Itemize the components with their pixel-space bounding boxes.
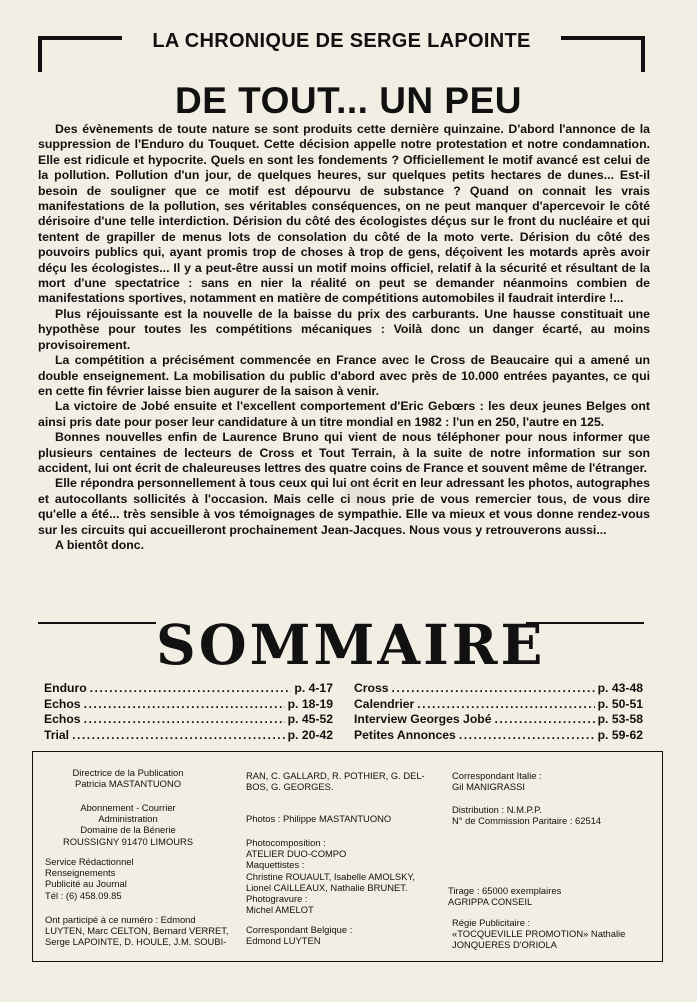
credit-line: Photocomposition : bbox=[246, 837, 326, 848]
credit-line: Service Rédactionnel bbox=[45, 856, 134, 867]
credit-line: Lionel CAILLEAUX, Nathalie BRUNET. bbox=[246, 881, 408, 893]
credit-line: RAN, C. GALLARD, R. POTHIER, G. DEL- bbox=[246, 770, 425, 781]
toc-leader-dots bbox=[459, 728, 595, 742]
toc-leader-dots bbox=[84, 712, 285, 726]
credit-line: Photos : Philippe MASTANTUONO bbox=[246, 813, 392, 824]
article-body bbox=[38, 122, 650, 553]
toc-leader-dots bbox=[495, 712, 595, 726]
credit-line: ATELIER DUO-COMPO bbox=[246, 848, 347, 860]
toc-leader-dots bbox=[392, 681, 595, 695]
toc-entry[interactable] bbox=[354, 728, 643, 744]
toc-entry-page: p. 59-62 bbox=[597, 727, 643, 742]
toc-entry-name: Trial bbox=[44, 727, 70, 742]
article-paragraph: Des évènements de toute nature se sont produits cette dernière quinzaine. D'abord l'annonce de la suppression de l'Enduro du Touquet. Cette décision appelle notre protestation et notre condamnation. Elle est ridicule et hypocrite. Quels en sont les fondements ? Officiellement le motif avancé est celui de la pollution. Pollution d'un jour, de quelques heures, sur quelques petits hectares de dunes... Est-il besoin de souligner que ce motif est dépourvu de substance ? Quand on connait les vrais manifestations de la pollution, ses véritables conséquences, on ne peut manquer d'apercevoir le côté dérisoire d'une telle interdiction. Dérision du côté des écologistes déçus sur le front du nucléaire et qui tentent de grapiller de menus lots de consolation du côté de la moto verte. Dérision du côté des pouvoirs publics qui, ayant promis trop de choses à trop de gens, déçoivent les motards après avoir déçu les écologistes... Il y a peut-être aussi un motif moins officiel, relatif à la sécurité et résultant de la mort d'une spectatrice : sans en nier la réalité on peut se demander néanmoins combien de manifestations sportives, notamment en matière de compétitions automobiles il faudrait interdire !... bbox=[38, 122, 650, 306]
toc-entry-name: Echos bbox=[44, 696, 81, 711]
credit-line: Patricia MASTANTUONO bbox=[74, 778, 182, 790]
toc-entry-page: p. 20-42 bbox=[287, 727, 333, 742]
toc-entry[interactable] bbox=[354, 712, 643, 728]
toc-entry[interactable] bbox=[354, 681, 643, 697]
credit-line: «TOCQUEVILLE PROMOTION» Nathalie bbox=[452, 928, 626, 940]
credit-line: Michel AMELOT bbox=[246, 904, 314, 916]
toc-right-column bbox=[354, 681, 643, 743]
frame-side-right bbox=[641, 36, 645, 72]
toc-entry[interactable] bbox=[44, 681, 333, 697]
credit-line: Renseignements bbox=[45, 867, 116, 879]
article-paragraph: Plus réjouissante est la nouvelle de la baisse du prix des carburants. Une hausse constituait une hypothèse pour toutes les compétitions mécaniques : Voilà donc un danger écarté, au moins provisoirement. bbox=[38, 306, 650, 352]
credit-service bbox=[45, 856, 134, 901]
credit-line: Publicité au Journal bbox=[45, 878, 127, 890]
toc-entry[interactable] bbox=[44, 728, 333, 744]
frame-top-right bbox=[561, 36, 645, 40]
toc-entry-name: Petites Annonces bbox=[354, 727, 456, 742]
credit-line: Directrice de la Publication bbox=[72, 767, 184, 778]
column-kicker: LA CHRONIQUE DE SERGE LAPOINTE bbox=[152, 30, 531, 52]
credit-line: Christine ROUAULT, Isabelle AMOLSKY, bbox=[246, 870, 415, 882]
toc-entry[interactable] bbox=[44, 712, 333, 728]
credit-tirage bbox=[448, 885, 561, 907]
credit-line: Tirage : 65000 exemplaires bbox=[448, 885, 562, 896]
watermark-stamp bbox=[345, 480, 379, 506]
article-paragraph: Bonnes nouvelles enfin de Laurence Bruno qui vient de nous téléphoner pour nous informer que plusieurs centaines de lecteurs de Cross et Tout Terrain, à la suite de notre information sur son accident, lui ont écrit de chaleureuses lettres des quatre coins de France et souvent même de l'étranger. bbox=[38, 430, 650, 475]
credit-line: LUYTEN, Marc CELTON, Bernard VERRET, bbox=[45, 925, 229, 937]
credit-fabrication bbox=[246, 837, 415, 915]
credit-directrice bbox=[33, 767, 223, 789]
credit-line: Ont participé à ce numéro : Edmond bbox=[45, 914, 196, 925]
article-headline: DE TOUT... UN PEU bbox=[174, 80, 523, 121]
credit-line: AGRIPPA CONSEIL bbox=[448, 896, 533, 908]
toc-entry-name: Cross bbox=[354, 681, 389, 695]
credit-line: Abonnement - Courrier bbox=[80, 802, 176, 813]
toc-entry[interactable] bbox=[44, 697, 333, 713]
article-paragraph: A bientôt donc. bbox=[55, 537, 145, 552]
toc-entry-name: Interview Georges Jobé bbox=[354, 712, 492, 727]
toc-entry-page: p. 53-58 bbox=[597, 712, 643, 727]
credit-participants bbox=[45, 914, 229, 948]
toc-entry-name: Enduro bbox=[44, 681, 87, 695]
credit-abonnement bbox=[33, 802, 223, 847]
toc-entry-name: Echos bbox=[44, 712, 81, 727]
sommaire-title: SOMMAIRE bbox=[156, 612, 546, 677]
toc-entry-page: p. 45-52 bbox=[287, 712, 333, 727]
credit-line: Photogravure : bbox=[246, 893, 308, 905]
credit-line: Serge LAPOINTE, D. HOULE, J.M. SOUBI- bbox=[45, 936, 227, 948]
credit-line: Gil MANIGRASSI bbox=[452, 781, 525, 793]
toc-entry-page: p. 4-17 bbox=[294, 681, 333, 695]
toc-entry-page: p. 43-48 bbox=[597, 681, 643, 695]
credit-belgique bbox=[246, 924, 352, 946]
toc-leader-dots bbox=[417, 697, 594, 711]
toc-leader-dots bbox=[72, 728, 285, 742]
credit-line: Distribution : N.M.P.P. bbox=[452, 804, 542, 815]
toc-left-column bbox=[44, 681, 333, 743]
toc-entry-page: p. 18-19 bbox=[287, 696, 333, 711]
frame-side-left bbox=[38, 36, 42, 72]
credit-line: Régie Publicitaire : bbox=[452, 917, 531, 928]
credit-italie bbox=[452, 770, 542, 792]
toc-leader-dots bbox=[84, 697, 285, 711]
toc-entry-name: Calendrier bbox=[354, 696, 415, 711]
credit-line: Administration bbox=[98, 813, 158, 825]
credit-participants-suite bbox=[246, 770, 425, 792]
credit-line: Correspondant Italie : bbox=[452, 770, 542, 781]
article-paragraph: Elle répondra personnellement à tous ceux qui lui ont écrit en leur adressant les photos, autographes et autocollants sollicités à l'occasion. Mais celle ci nous prie de vous remercier tous, de vous dire qu'elle a été... très sensible à vos témoignages de sympathie. Elle va mieux et vous donne rendez-vous sur les circuits qui accueilleront prochainement Jean-Jacques. Nous vous y retrouverons aussi... bbox=[38, 476, 650, 537]
toc-entry[interactable] bbox=[354, 697, 643, 713]
frame-top-left bbox=[38, 36, 122, 40]
toc-leader-dots bbox=[90, 681, 292, 695]
credit-distribution bbox=[452, 804, 601, 826]
credit-line: JONQUERES D'ORIOLA bbox=[452, 939, 557, 951]
article-paragraph: La victoire de Jobé ensuite et l'excellent comportement d'Eric Gebœrs : les deux jeunes Belges ont ainsi pris date pour poser leur candidature à un titre mondial en 1982 : l'un en 250, l'autre en 125. bbox=[38, 399, 650, 429]
divider-left bbox=[38, 622, 156, 624]
credit-line: Tél : (6) 458.09.85 bbox=[45, 889, 122, 901]
toc-entry-page: p. 50-51 bbox=[597, 696, 643, 711]
credit-line: N° de Commission Paritaire : 62514 bbox=[452, 815, 602, 827]
masthead-credits-box bbox=[32, 751, 663, 962]
credit-line: ROUSSIGNY 91470 LIMOURS bbox=[62, 835, 194, 847]
credit-regie bbox=[452, 917, 625, 951]
credit-line: BOS, G. GEORGES. bbox=[246, 781, 334, 793]
credit-line: Correspondant Belgique : bbox=[246, 924, 353, 935]
credit-line: Maquettistes : bbox=[246, 859, 305, 871]
article-paragraph: La compétition a précisément commencée en France avec le Cross de Beaucaire qui a amené un double enseignement. La mobilisation du public d'abord avec près de 10.000 entrées payantes, ce qui en cette fin février laisse bien augurer de la saison à venir. bbox=[38, 353, 650, 398]
credit-photos bbox=[246, 813, 391, 824]
credit-line: Domaine de la Bénerie bbox=[80, 824, 176, 836]
credit-line: Edmond LUYTEN bbox=[246, 935, 321, 947]
